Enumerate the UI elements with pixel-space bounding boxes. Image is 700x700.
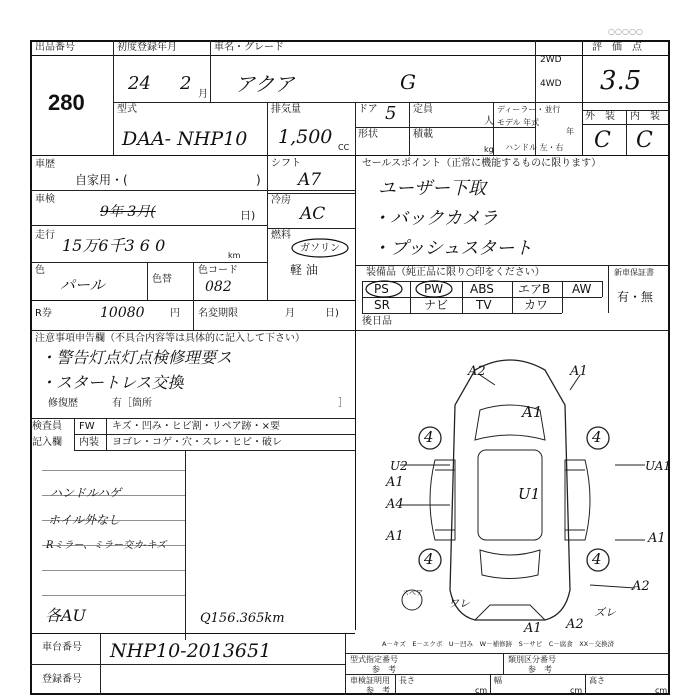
car-diagram xyxy=(355,330,670,650)
shape-label: 形状 xyxy=(358,129,378,140)
mark-left-3: A4 xyxy=(386,497,404,512)
tire-size: Q156.365km xyxy=(200,611,285,626)
length-label: 長さ xyxy=(399,676,415,685)
model-year-label: モデル 年式 xyxy=(497,118,540,127)
fw-items: キズ・凹み・ヒビ割・リペア跡・×要 xyxy=(112,421,280,432)
model-label: 型式 xyxy=(117,104,137,115)
score-value: 3.5 xyxy=(600,66,642,96)
color-label: 色 xyxy=(35,265,45,276)
spare-label: スペア xyxy=(402,589,423,597)
fuel-gasoline: ガソリン xyxy=(300,243,340,254)
reg-label: 登録番号 xyxy=(42,674,82,685)
equip-airbag: エアB xyxy=(518,282,551,296)
kg-unit: kg xyxy=(484,145,494,154)
yen-unit: 円 xyxy=(170,308,180,319)
mileage-value: 15万6千3 6 0 xyxy=(62,236,166,255)
mark-top-right: A1 xyxy=(570,364,588,379)
name-change-month: 月 xyxy=(285,308,295,319)
mark-right-1: UA1 xyxy=(645,459,672,473)
notes-line-1: ・警告灯点灯点検修理要ス xyxy=(40,348,233,367)
capacity-label: 定員 xyxy=(413,104,433,115)
km-unit: km xyxy=(228,251,241,260)
length-unit: cm xyxy=(475,686,488,695)
score-label: 評 価 点 xyxy=(592,42,642,53)
width-unit: cm xyxy=(570,686,583,695)
lot-number: 280 xyxy=(48,90,85,115)
first-reg-year: 24 xyxy=(128,73,151,94)
equipment-label: 装備品（純正品に限り○印をください） xyxy=(366,267,545,278)
interior-check-label: 内装 xyxy=(79,437,99,448)
height-unit: cm xyxy=(655,686,668,695)
ref-3: 参 考 xyxy=(366,686,390,695)
recycle-label: R券 xyxy=(35,308,52,319)
year-suffix: 年 xyxy=(566,127,574,136)
mark-roof: U1 xyxy=(518,485,541,503)
tire-mark-3: 4 xyxy=(424,550,434,568)
ac-value: AC xyxy=(300,204,326,224)
loading-label: 積載 xyxy=(413,129,433,140)
equip-pw: PW xyxy=(424,282,444,296)
mileage-label: 走行 xyxy=(35,230,55,241)
fuel-label: 燃料 xyxy=(271,230,291,241)
selling-points-label: セールスポイント（正常に機能するものに限ります） xyxy=(362,158,602,169)
top-right-faint: ○○○○○ xyxy=(608,27,643,36)
interior-check-items: ヨゴレ・コゲ・穴・スレ・ヒビ・破レ xyxy=(112,437,282,448)
repair-label: 修復歴 xyxy=(48,398,78,409)
shift-label: シフト xyxy=(271,158,301,169)
color-value: パール xyxy=(60,276,105,294)
memo-line-3: Rミラー、ミラー交カ-キズ xyxy=(46,540,167,551)
equip-abs: ABS xyxy=(470,282,494,296)
mark-rear-right: A2 xyxy=(632,579,650,594)
interior-label: 内 装 xyxy=(630,111,660,122)
shaken-day: 日) xyxy=(240,209,256,222)
mark-hood: A1 xyxy=(522,403,543,421)
recycle-value: 10080 xyxy=(100,305,145,321)
shift-value: A7 xyxy=(298,170,322,190)
handle-label: ハンドル 左・右 xyxy=(505,143,564,152)
mark-right-2: A1 xyxy=(648,531,666,546)
tire-mark-1: 4 xyxy=(424,428,434,446)
lot-label: 出品番号 xyxy=(35,42,75,53)
notes-line-2: ・スタートレス交換 xyxy=(40,373,184,392)
equip-circles xyxy=(362,279,462,299)
repair-close: ］ xyxy=(338,398,348,409)
width-label: 幅 xyxy=(494,676,502,685)
mark-bottom-1: A1 xyxy=(524,621,542,636)
color-code-value: 082 xyxy=(205,279,232,295)
equip-tv: TV xyxy=(476,298,492,312)
mark-rear-label-left: ワレ xyxy=(448,597,470,610)
fw-label: FW xyxy=(79,421,95,432)
selling-point-1: ユーザー下取 xyxy=(378,178,486,199)
chassis-label: 車台番号 xyxy=(42,642,82,653)
chassis-value: NHP10-2013651 xyxy=(110,640,272,662)
month-suffix: 月 xyxy=(198,89,208,100)
mark-bottom-2: A2 xyxy=(566,617,584,632)
mark-rear-label-right: ズレ xyxy=(594,606,616,619)
notes-label: 注意事項申告欄（不具合内容等は具体的に記入して下さい） xyxy=(35,333,305,344)
inspector-label-1: 検査員 xyxy=(32,421,62,432)
fuel-diesel: 軽 油 xyxy=(290,263,318,277)
shaken-label: 車検 xyxy=(35,194,55,205)
equip-navi: ナビ xyxy=(424,298,449,312)
class-label: 類別区分番号 xyxy=(508,655,556,664)
dealer-label: ディーラー・並行 xyxy=(497,105,561,114)
door-value: 5 xyxy=(385,103,397,124)
mark-left-1: U2 xyxy=(390,459,408,473)
warranty-label: 新車保証書 xyxy=(614,268,654,277)
selling-point-3: ・プッシュスタート xyxy=(372,238,533,259)
drive-2wd: 2WD xyxy=(540,55,562,65)
history-close: ) xyxy=(256,173,261,187)
drive-4wd: 4WD xyxy=(540,79,562,89)
model-value: DAA- NHP10 xyxy=(122,128,248,150)
shaken-value: 9年 3月( xyxy=(100,204,156,220)
tire-mark-4: 4 xyxy=(592,550,602,568)
mark-top-left: A2 xyxy=(468,364,486,379)
repair-value: 有［箇所 xyxy=(112,398,152,409)
car-name: アクア xyxy=(235,72,295,96)
vehicle-cert-label: 車検証明用 xyxy=(350,676,390,685)
ac-label: 冷房 xyxy=(271,195,291,206)
warranty-value: 有・無 xyxy=(617,290,654,304)
rear-seat-label: 後日品 xyxy=(362,316,392,327)
equip-aw: AW xyxy=(572,282,592,296)
equip-ps: PS xyxy=(374,282,389,296)
equip-sr: SR xyxy=(374,298,390,312)
tire-note: 各AU xyxy=(45,606,87,625)
color-change-label: 色替 xyxy=(152,274,172,285)
height-label: 高さ xyxy=(589,676,605,685)
damage-legend: A－キズ E－エクボ U－凹み W－補修跡 S－サビ C－腐食 XX－交換済 xyxy=(382,640,615,648)
memo-line-1: ハンドルハゲ xyxy=(50,486,122,500)
equip-leather: カワ xyxy=(524,298,549,312)
grade: G xyxy=(400,70,416,94)
inspector-label-2: 記入欄 xyxy=(32,437,62,448)
history-label: 車歴 xyxy=(35,159,55,170)
interior-grade: C xyxy=(636,128,653,153)
exterior-label: 外 装 xyxy=(585,111,615,122)
ref-2: 参 考 xyxy=(528,665,552,674)
name-grade-label: 車名・グレード xyxy=(214,42,284,53)
mark-left-4: A1 xyxy=(386,529,404,544)
first-reg-label: 初度登録年月 xyxy=(117,42,177,53)
displacement-label: 排気量 xyxy=(271,104,301,115)
name-change-label: 名変期限 xyxy=(198,308,238,319)
first-reg-month: 2 xyxy=(180,73,192,94)
exterior-grade: C xyxy=(594,128,611,153)
person-unit: 人 xyxy=(484,116,494,127)
gasoline-circle xyxy=(290,237,350,259)
name-change-day: 日) xyxy=(325,308,339,319)
history-value: 自家用・( xyxy=(75,173,128,187)
selling-point-2: ・バックカメラ xyxy=(372,208,498,229)
type-cert-label: 型式指定番号 xyxy=(350,655,398,664)
tire-mark-2: 4 xyxy=(592,428,602,446)
ref-1: 参 考 xyxy=(372,665,396,674)
cc-unit: CC xyxy=(338,143,350,152)
displacement-value: 1,500 xyxy=(278,126,333,148)
door-label: ドア xyxy=(358,104,378,115)
mark-left-2: A1 xyxy=(386,475,404,490)
color-code-label: 色コード xyxy=(198,265,238,276)
memo-line-2: ホイル外なし xyxy=(48,513,121,527)
